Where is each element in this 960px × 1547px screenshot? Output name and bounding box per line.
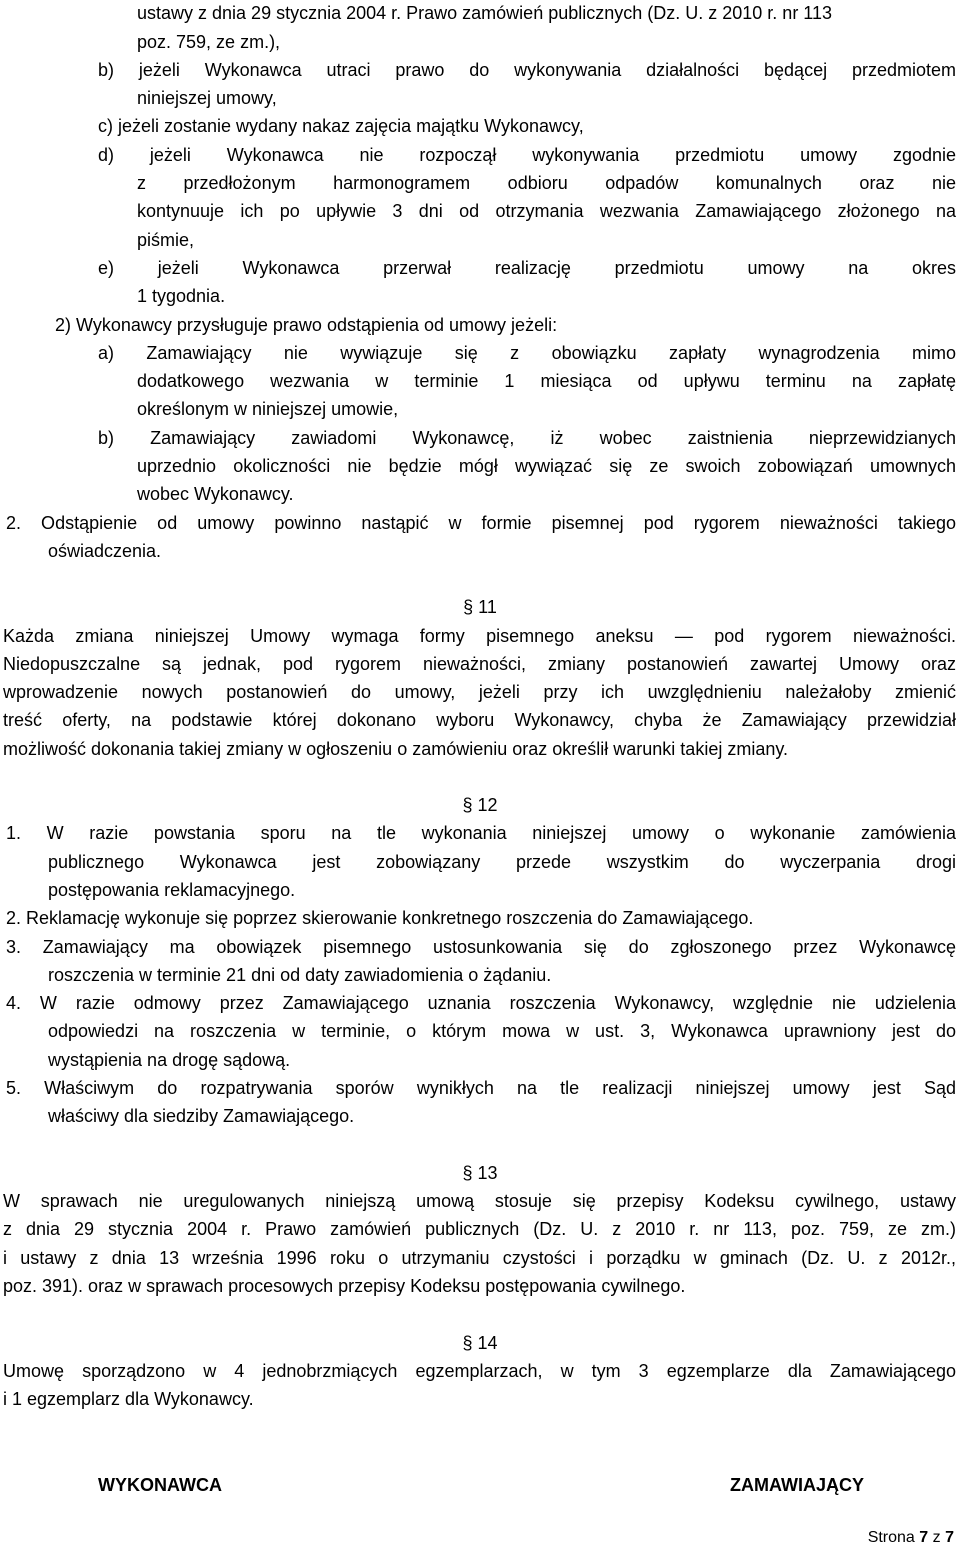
text-line: 5. Właściwym do rozpatrywania sporów wynikłych na tle realizacji niniejszej umowy jest Sąd — [6, 1078, 956, 1098]
text-line: ustawy z dnia 29 stycznia 2004 r. Prawo zamówień publicznych (Dz. U. z 2010 r. nr 113 — [137, 3, 833, 23]
text-line: b) jeżeli Wykonawca utraci prawo do wykonywania działalności będącej przedmiotem — [98, 60, 956, 80]
text-line: poz. 759, ze zm.), — [137, 32, 281, 52]
text-line: publicznego Wykonawca jest zobowiązany przede wszystkim do wyczerpania drogi — [48, 852, 956, 872]
page-label: Strona — [867, 1529, 915, 1546]
text-line: i ustawy z dnia 13 września 1996 roku o utrzymaniu czystości i porządku w gminach (Dz. U. z 2012r., — [3, 1248, 956, 1268]
text-line: wystąpienia na drogę sądową. — [48, 1050, 291, 1070]
text-line: uprzednio okoliczności nie będzie mógł wywiązać się ze swoich zobowiązań umownych — [137, 456, 956, 476]
text-line: oświadczenia. — [48, 541, 162, 561]
text-line: 1. W razie powstania sporu na tle wykonania niniejszej umowy o wykonanie zamówienia — [6, 823, 956, 843]
text-line: wobec Wykonawcy. — [137, 484, 294, 504]
text-line: 1 tygodnia. — [137, 286, 226, 306]
text-line: W sprawach nie uregulowanych niniejszą umową stosuje się przepisy Kodeksu cywilnego, ustawy — [3, 1191, 956, 1211]
text-line: d) jeżeli Wykonawca nie rozpoczął wykonywania przedmiotu umowy zgodnie — [98, 145, 956, 165]
text-line: e) jeżeli Wykonawca przerwał realizację przedmiotu umowy na okres — [98, 258, 956, 278]
text-line: roszczenia w terminie 21 dni od daty zawiadomienia o żądaniu. — [48, 965, 552, 985]
text-line: z przedłożonym harmonogramem odbioru odpadów komunalnych oraz nie — [137, 173, 956, 193]
page-number — [868, 1530, 954, 1546]
page-of: z — [932, 1529, 941, 1546]
text-line: c) jeżeli zostanie wydany nakaz zajęcia majątku Wykonawcy, — [98, 116, 584, 136]
text-line: z dnia 29 stycznia 2004 r. Prawo zamówień publicznych (Dz. U. z 2010 r. nr 113, poz. 759, ze zm.) — [3, 1219, 956, 1239]
text-line: poz. 391). oraz w sprawach procesowych przepisy Kodeksu postępowania cywilnego. — [3, 1276, 686, 1296]
text-line: i 1 egzemplarz dla Wykonawcy. — [3, 1389, 254, 1409]
section-heading: § 11 — [463, 597, 497, 617]
text-line: kontynuuje ich po upływie 3 dni od otrzymania wezwania Zamawiającego złożonego na — [137, 201, 956, 221]
text-line: b) Zamawiający zawiadomi Wykonawcę, iż wobec zaistnienia nieprzewidzianych — [98, 428, 956, 448]
text-line: określonym w niniejszej umowie, — [137, 399, 399, 419]
text-line: treść oferty, na podstawie której dokonano wyboru Wykonawcy, chyba że Zamawiający przewidział — [3, 710, 956, 730]
text-line: odpowiedzi na roszczenia w terminie, o którym mowa w ust. 3, Wykonawca uprawniony jest do — [48, 1021, 956, 1041]
section-heading: § 13 — [462, 1163, 498, 1183]
section-heading: § 14 — [462, 1333, 498, 1353]
page-total: 7 — [945, 1529, 954, 1546]
text-line: 2. Reklamację wykonuje się poprzez skierowanie konkretnego roszczenia do Zamawiającego. — [6, 908, 754, 928]
text-line: właściwy dla siedziby Zamawiającego. — [48, 1106, 355, 1126]
text-line: a) Zamawiający nie wywiązuje się z obowiązku zapłaty wynagrodzenia mimo — [98, 343, 956, 363]
signature-client: ZAMAWIAJĄCY — [730, 1475, 864, 1495]
text-line: 2. Odstąpienie od umowy powinno nastąpić w formie pisemnej pod rygorem nieważności takiego — [6, 513, 956, 533]
text-line: 4. W razie odmowy przez Zamawiającego uznania roszczenia Wykonawcy, względnie nie udzielenia — [6, 993, 956, 1013]
text-line: wprowadzenie nowych postanowień do umowy, jeżeli przy ich uwzględnieniu należałoby zmienić — [3, 682, 956, 702]
text-line: możliwość dokonania takiej zmiany w ogłoszeniu o zamówieniu oraz określił warunki takiej zmiany. — [3, 739, 789, 759]
text-line: Niedopuszczalne są jednak, pod rygorem nieważności, zmiany postanowień zawartej Umowy oraz — [3, 654, 956, 674]
section-heading: § 12 — [462, 795, 498, 815]
text-line: piśmie, — [137, 230, 195, 250]
text-line: Każda zmiana niniejszej Umowy wymaga formy pisemnego aneksu — pod rygorem nieważności. — [3, 626, 956, 646]
text-line: dodatkowego wezwania w terminie 1 miesiąca od upływu terminu na zapłatę — [137, 371, 956, 391]
text-line: niniejszej umowy, — [137, 88, 277, 108]
text-line: Umowę sporządzono w 4 jednobrzmiących egzemplarzach, w tym 3 egzemplarze dla Zamawiającego — [3, 1361, 956, 1381]
text-line: postępowania reklamacyjnego. — [48, 880, 296, 900]
page-current: 7 — [919, 1529, 929, 1546]
text-line: 2) Wykonawcy przysługuje prawo odstąpienia od umowy jeżeli: — [55, 315, 558, 335]
text-line: 3. Zamawiający ma obowiązek pisemnego ustosunkowania się do zgłoszonego przez Wykonawcę — [6, 937, 956, 957]
signature-contractor: WYKONAWCA — [98, 1475, 222, 1495]
